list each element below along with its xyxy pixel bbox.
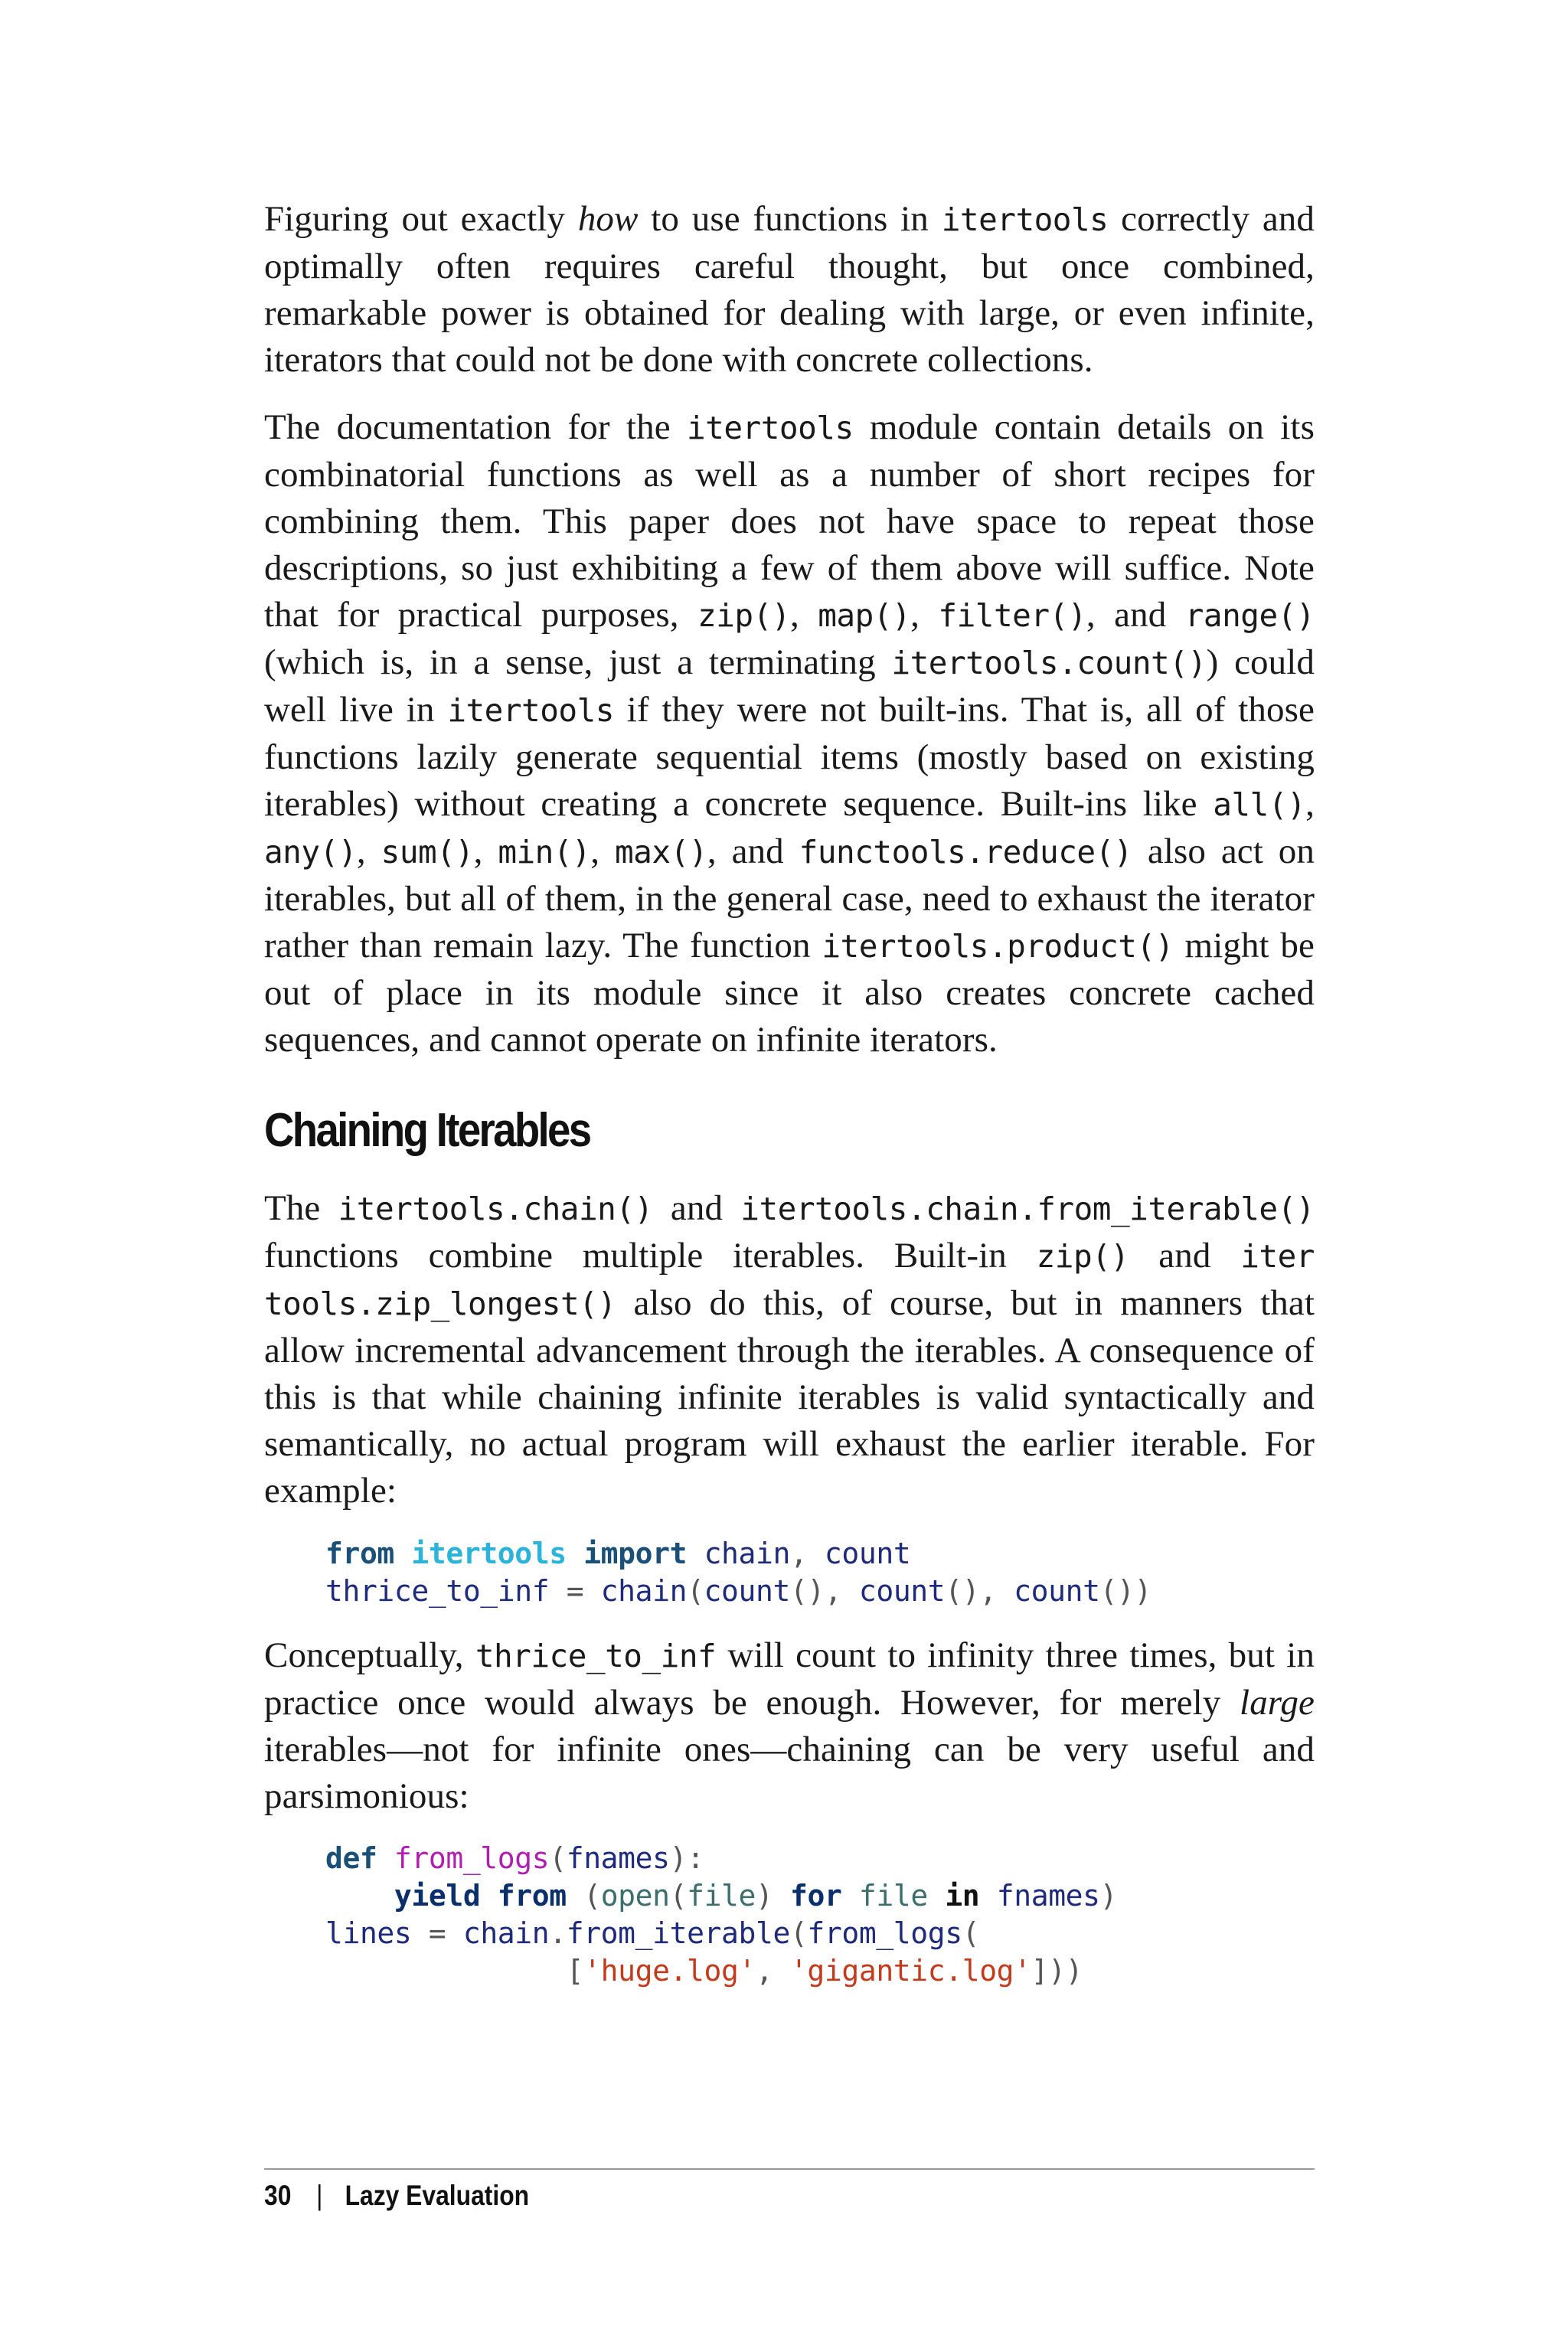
code-token: for [789, 1879, 842, 1913]
text-run: also act on iterables, but all of them, in the general case, need to exhaust the iterator rather than remain lazy. The function [264, 831, 1315, 965]
text-run: also do this, of course, but in manners that allow incremental advancement through the iterables. A consequence of this is that while chaining infinite iterables is valid syntactically and semantically, no actual program will exhaust the earlier iterable. For example: [264, 1283, 1315, 1511]
inline-code: filter() [938, 597, 1086, 634]
chapter-title: Lazy Evaluation [345, 2180, 530, 2211]
code-token [567, 1537, 583, 1570]
code-token: yield [394, 1879, 481, 1913]
code-token: count [704, 1574, 790, 1608]
code-token [687, 1537, 704, 1570]
code-token: , [789, 1537, 808, 1570]
code-token: def [325, 1841, 377, 1875]
code-token: count [1014, 1574, 1100, 1608]
inline-code: any() [264, 834, 357, 871]
code-token: chain [462, 1916, 550, 1950]
code-token [377, 1841, 394, 1875]
code-token: from_logs [807, 1916, 962, 1950]
inline-code: functools.reduce() [799, 834, 1132, 871]
code-token [583, 1574, 600, 1608]
text-run: module contain details on its combinatorial functions as well as a number of short recipes for combining them. This paper does not have space to repeat those descriptions, so just exhibiting a few of them above will suffice. Note that for practical purposes, [264, 407, 1315, 635]
code-token [394, 1537, 411, 1570]
code-token: count [858, 1574, 946, 1608]
text-run: , [910, 595, 939, 635]
paragraph [264, 1185, 1315, 1514]
code-token: . [549, 1916, 567, 1950]
code-line [325, 1916, 979, 1950]
code-token [411, 1916, 428, 1950]
inline-code: sum() [381, 834, 474, 871]
inline-code: iter​tools.zip_longest() [264, 1238, 1315, 1322]
footer-divider [264, 2168, 1315, 2170]
code-block [325, 1535, 1152, 1610]
text-run: (which is, in a sense, just a terminating [264, 642, 892, 682]
text-run: Figuring out exactly [264, 199, 578, 239]
code-token: ( [583, 1879, 601, 1913]
inline-code: all() [1213, 786, 1306, 823]
text-run: , [1305, 784, 1315, 824]
code-line [325, 1841, 704, 1875]
code-token [841, 1574, 858, 1608]
text-run: , [590, 831, 615, 871]
code-token: ) [1099, 1879, 1118, 1913]
inline-code: itertools [686, 410, 854, 446]
code-token: , [755, 1954, 773, 1988]
text-run: , [473, 831, 498, 871]
code-token [773, 1954, 789, 1988]
text-run: The [264, 1188, 338, 1228]
code-token: count [824, 1537, 911, 1570]
text-run: and [652, 1188, 741, 1228]
inline-code: range() [1184, 597, 1315, 634]
code-token [773, 1879, 790, 1913]
code-token: ( [549, 1841, 567, 1875]
body-text [264, 404, 1315, 1063]
code-token [446, 1916, 462, 1950]
code-token: open [600, 1879, 670, 1913]
code-token: [ [566, 1954, 584, 1988]
code-token: ( [789, 1916, 808, 1950]
code-token: in [945, 1879, 980, 1913]
footer-separator: | [316, 2180, 323, 2211]
text-run: correctly and optimally often requires careful thought, but once combined, remarkable power is obtained for dealing with large, or even infinite, iterators that could not be done with concrete collections. [264, 199, 1315, 380]
text-run: The documentation for the [264, 407, 687, 447]
inline-code: thrice_to_inf [475, 1638, 717, 1674]
inline-code: min() [498, 834, 591, 871]
text-run: iterables—not for infinite ones—chaining can be very useful and parsimonious: [264, 1730, 1315, 1816]
emphasis: large [1240, 1683, 1315, 1723]
code-token: 'huge.log' [583, 1954, 756, 1988]
code-token [549, 1574, 566, 1608]
inline-code: itertools.chain() [338, 1191, 653, 1227]
code-token: import [583, 1537, 688, 1570]
code-token [480, 1879, 497, 1913]
code-line [325, 1574, 1152, 1608]
paragraph [264, 404, 1315, 1063]
code-token [979, 1879, 996, 1913]
code-token: from_iterable [566, 1916, 790, 1950]
inline-code: itertools.chain.from_iterable() [740, 1191, 1315, 1227]
code-token: (), [945, 1574, 997, 1608]
code-token [325, 1954, 567, 1988]
code-token: chain [704, 1537, 790, 1570]
page-number: 30 [264, 2180, 292, 2211]
code-token: fnames [566, 1841, 670, 1875]
inline-code: max() [614, 834, 707, 871]
code-token: = [566, 1574, 584, 1608]
code-token: file [858, 1879, 928, 1913]
code-line [325, 1954, 1083, 1988]
body-text [264, 196, 1315, 384]
text-run: will count to infinity three times, but in practice once would always be enough. However, for merely [264, 1635, 1315, 1723]
text-run: , and [707, 831, 799, 871]
code-token: = [428, 1916, 446, 1950]
code-line [325, 1537, 910, 1570]
code-token [807, 1537, 824, 1570]
inline-code: zip() [1036, 1238, 1129, 1275]
inline-code: itertools.prod​uct() [822, 928, 1174, 965]
code-token [928, 1879, 945, 1913]
text-run: Conceptually, [264, 1635, 475, 1675]
text-run: might be out of place in its module since it also creates concrete cached sequences, and cannot operate on infinite iterators. [264, 926, 1315, 1060]
code-token: ( [669, 1879, 688, 1913]
emphasis: how [577, 199, 639, 239]
paragraph [264, 196, 1315, 384]
body-text [264, 1185, 1315, 1514]
code-token: fnames [996, 1879, 1100, 1913]
text-run: , [789, 595, 818, 635]
code-line [325, 1879, 1117, 1913]
inline-code: itertools [447, 692, 614, 729]
inline-code: itertools.count() [891, 645, 1207, 681]
inline-code: map() [818, 597, 911, 634]
code-token: ( [962, 1916, 980, 1950]
inline-code: itertools [941, 201, 1109, 238]
code-token: ): [669, 1841, 704, 1875]
code-token [567, 1879, 583, 1913]
text-run: to use functions in [638, 199, 942, 239]
code-token: lines [325, 1916, 412, 1950]
code-token [997, 1574, 1014, 1608]
code-token: file [687, 1879, 756, 1913]
code-token: ()) [1099, 1574, 1152, 1608]
inline-code: zip() [697, 597, 790, 634]
code-token: (), [789, 1574, 842, 1608]
code-token: from_logs [394, 1841, 550, 1875]
code-token: from [325, 1537, 394, 1570]
paragraph [264, 1632, 1315, 1820]
code-token: thrice_to_inf [325, 1574, 550, 1608]
code-token [841, 1879, 858, 1913]
code-token: chain [600, 1574, 688, 1608]
code-token: from [497, 1879, 567, 1913]
section-heading: Chaining Iterables [264, 1104, 590, 1157]
code-token: ( [687, 1574, 704, 1608]
page-footer [264, 2177, 529, 2215]
code-token [325, 1879, 394, 1913]
body-text [264, 1632, 1315, 1820]
text-run: ) could well live in [264, 642, 1315, 730]
code-token: ])) [1031, 1954, 1083, 1988]
code-token: 'gigantic.log' [789, 1954, 1031, 1988]
text-run: , and [1086, 595, 1185, 635]
code-token: itertools [411, 1537, 567, 1570]
code-block [325, 1840, 1117, 1990]
code-token: ) [756, 1879, 773, 1913]
text-run: , [356, 831, 381, 871]
text-run: and [1129, 1236, 1241, 1276]
text-run: functions combine multiple iterables. Built-in [264, 1236, 1037, 1276]
text-run: if they were not built-ins. That is, all of those functions lazily generate sequential items (mostly based on existing iterables) without creating a concrete sequence. Built-ins like [264, 690, 1315, 824]
